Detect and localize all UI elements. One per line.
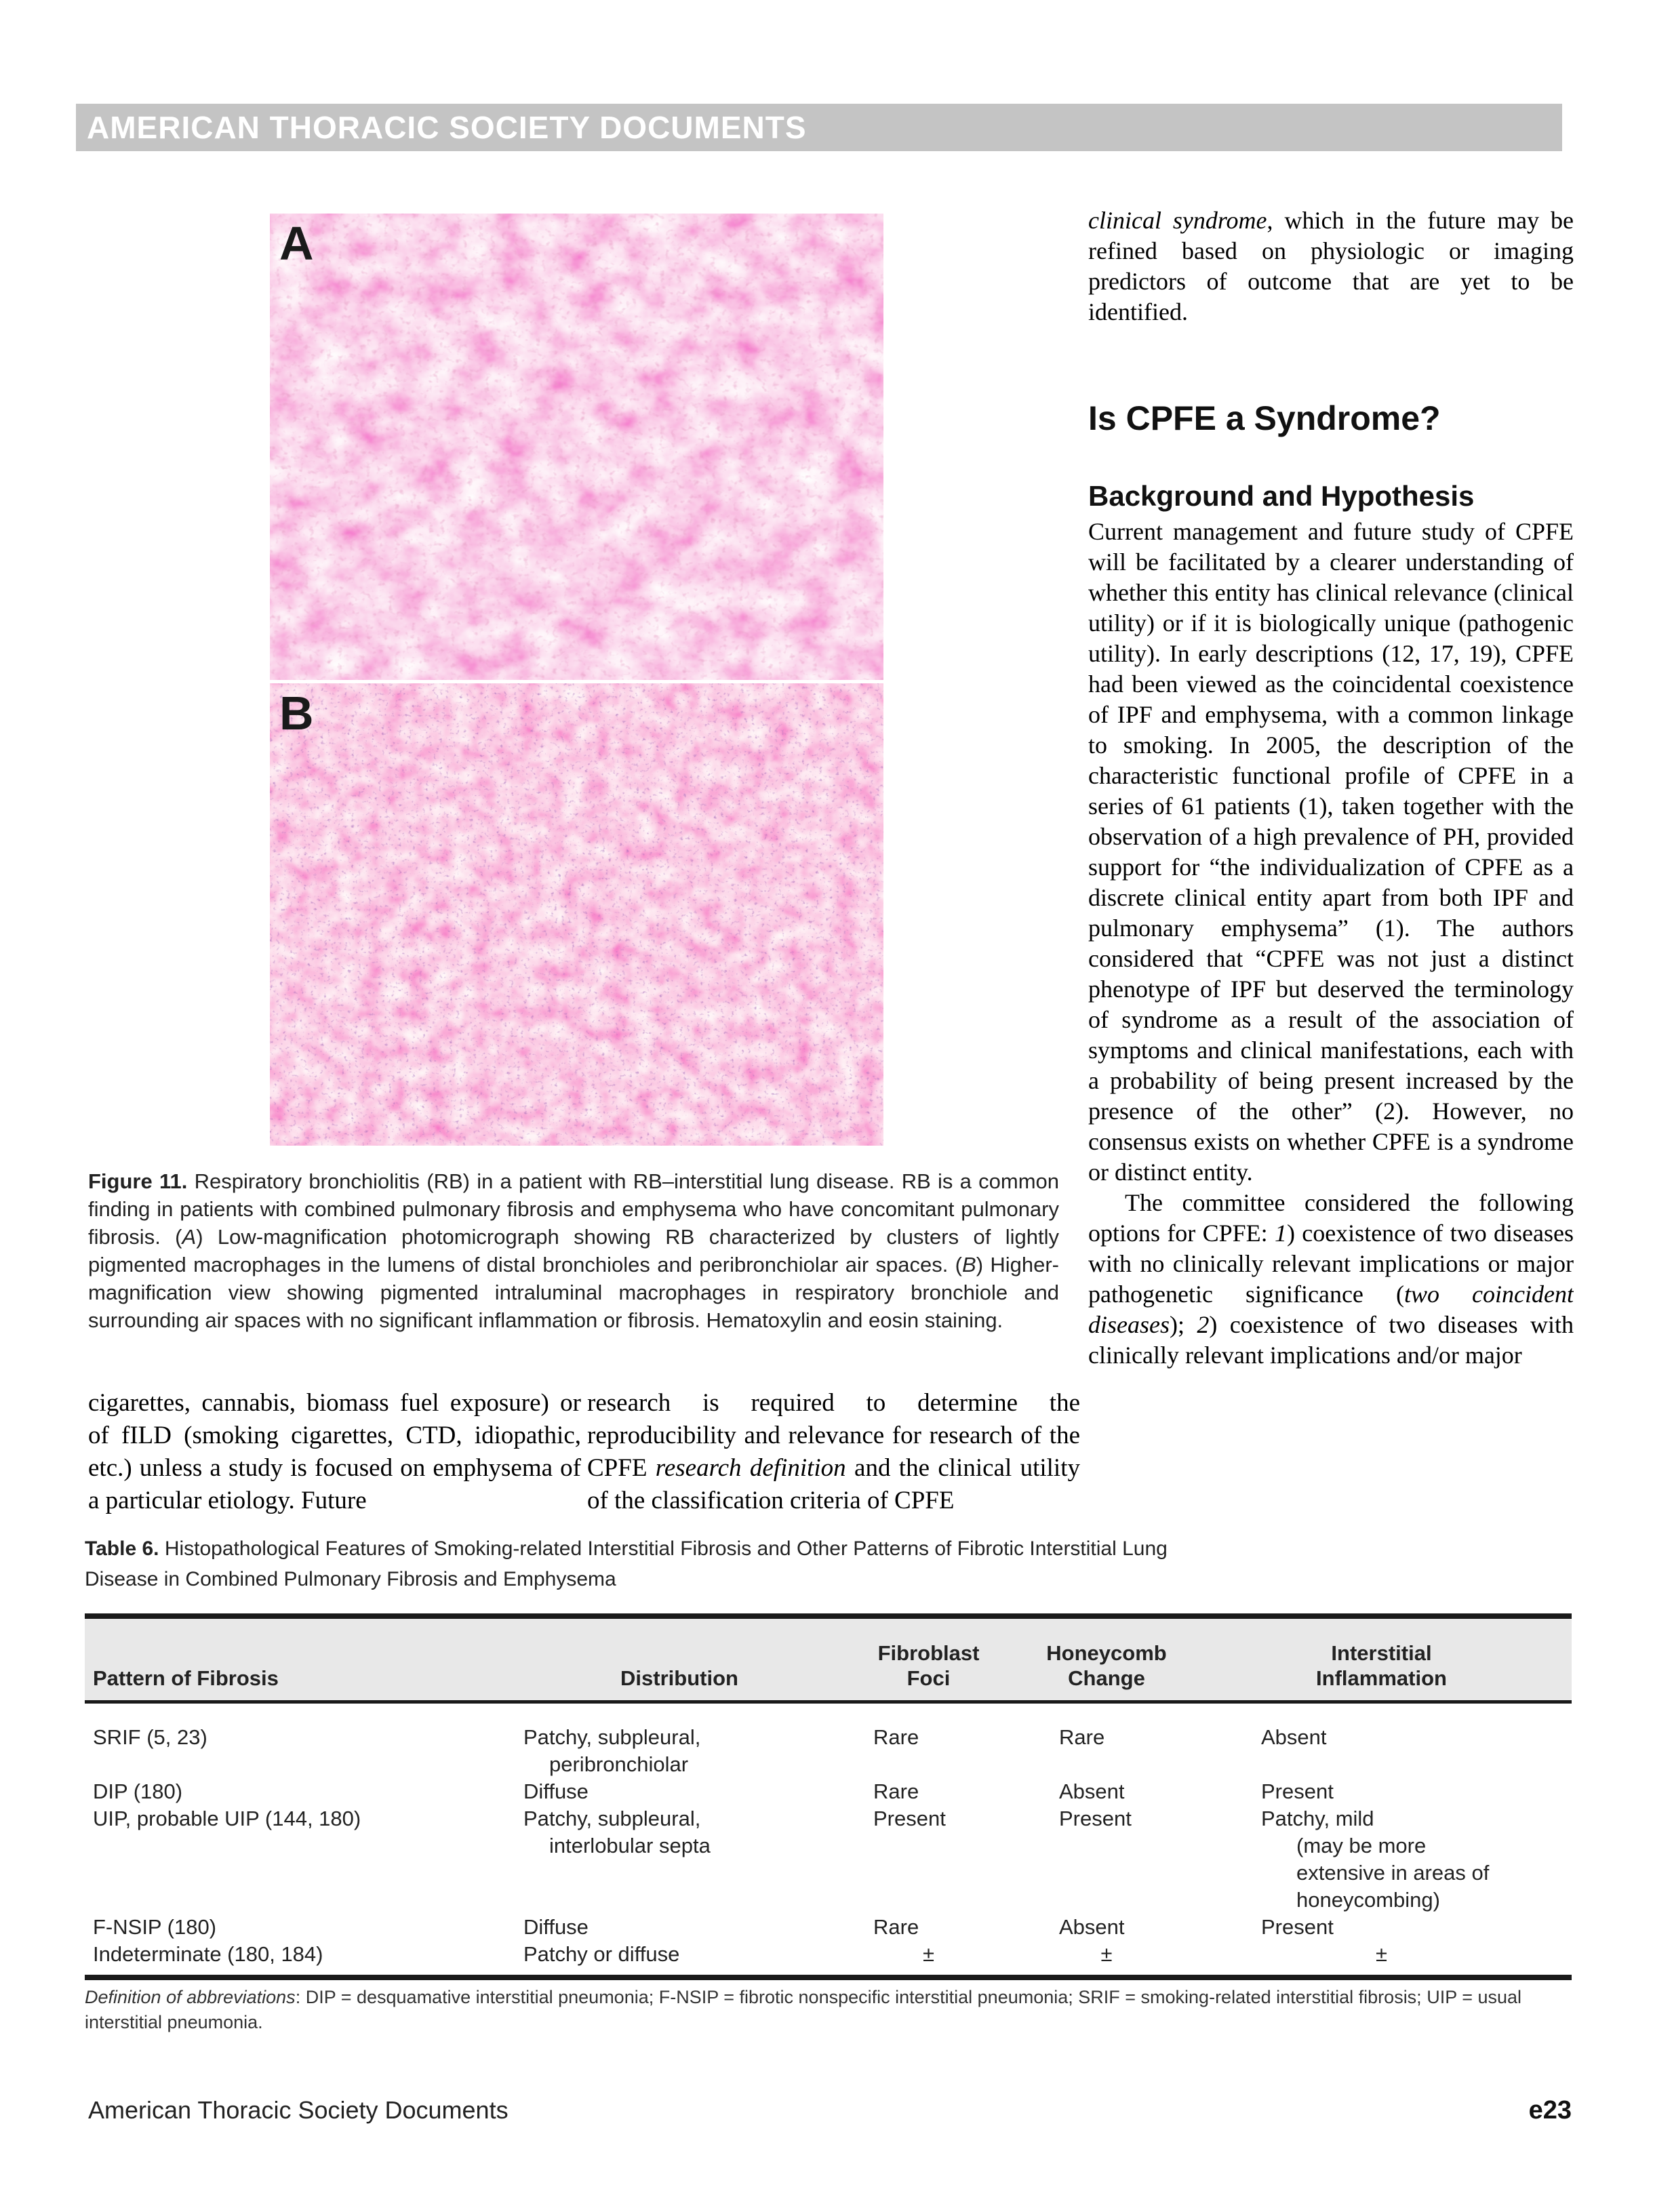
table-top-rule — [85, 1613, 1572, 1619]
table-bottom-rule — [85, 1975, 1572, 1980]
cell-distribution: Diffuse — [523, 1779, 589, 1803]
histology-image-b — [270, 683, 883, 1146]
column-header-distribution: Distribution — [620, 1666, 738, 1690]
cell-honeycomb-change: Rare — [1059, 1725, 1105, 1749]
page-footer — [88, 2096, 1572, 2125]
panel-b-label: B — [279, 687, 314, 740]
footer-journal-name: American Thoracic Society Documents — [88, 2096, 509, 2124]
section-heading: Is CPFE a Syndrome? — [1088, 399, 1441, 437]
cell-fibroblast-foci: Rare — [873, 1725, 919, 1749]
table-6 — [85, 1613, 1572, 1980]
cell-fibroblast-foci: Rare — [873, 1915, 919, 1939]
histology-image-a — [270, 214, 883, 680]
table-header-row — [85, 1619, 1572, 1700]
table-footnote: Definition of abbreviations: DIP = desquamative interstitial pneumonia; F-NSIP = fibrotic nonspecific interstitial pneumonia; SRIF = smoking-related interstitial fibrosis; UIP = usual interstitial pneumonia. — [85, 1987, 1522, 2032]
cell-pattern: UIP, probable UIP (144, 180) — [93, 1807, 361, 1830]
cell-distribution: Patchy, subpleural, peribronchiolar — [523, 1725, 701, 1776]
cell-fibroblast-foci: Present — [873, 1807, 946, 1830]
cell-interstitial-inflammation: Present — [1261, 1779, 1334, 1803]
figure-caption: Figure 11. Respiratory bronchiolitis (RB) in a patient with RB–interstitial lung disease. RB is a common finding in patients with combined pulmonary fibrosis and emphysema who have concomitant pulmonary fibrosis. (A) Low-magnification photomicrograph showing RB characterized by clusters of lightly pigmented macrophages in the lumens of distal bronchioles and peribronchiolar air spaces. (B) Higher-magnification view showing pigmented intraluminal macrophages in respiratory bronchiole and surrounding air spaces with no significant inflammation or fibrosis. Hematoxylin and eosin staining. — [88, 1169, 1059, 1332]
cell-interstitial-inflammation: Present — [1261, 1915, 1334, 1939]
cell-honeycomb-change: Absent — [1059, 1779, 1125, 1803]
table-row-uip — [85, 1805, 1572, 1914]
cell-honeycomb-change: Present — [1059, 1807, 1132, 1830]
cell-interstitial-inflammation: ± — [1375, 1942, 1387, 1966]
cell-interstitial-inflammation: Patchy, mild (may be more extensive in areas of honeycombing) — [1261, 1807, 1490, 1912]
table-title: Table 6. Histopathological Features of Smoking-related Interstitial Fibrosis and Other Patterns of Fibrotic Interstitial Lung Disease in Combined Pulmonary Fibrosis and Emphysema — [85, 1537, 1168, 1590]
cell-honeycomb-change: ± — [1100, 1942, 1113, 1966]
cell-honeycomb-change: Absent — [1059, 1915, 1125, 1939]
column-header-honeycomb-change: Honeycomb Change — [1046, 1641, 1167, 1690]
column-header-fibroblast-foci: Fibroblast Foci — [877, 1641, 980, 1690]
column-header-interstitial-inflammation: Interstitial Inflammation — [1316, 1641, 1447, 1690]
panel-a-label: A — [279, 217, 314, 270]
cell-pattern: Indeterminate (180, 184) — [93, 1942, 323, 1966]
background-paragraph: Current management and future study of CPFE will be facilitated by a clearer understanding of whether this entity has clinical relevance (clinical utility) or if it is biologically unique (pathogenic utility). In early descriptions (12, 17, 19), CPFE had been viewed as the coincidental coexistence of IPF and emphysema, with a common linkage to smoking. In 2005, the description of the characteristic functional profile of CPFE in a series of 61 patients (1), taken together with the observation of a high prevalence of PH, provided support for “the individualization of CPFE as a discrete clinical entity apart from both IPF and pulmonary emphysema” (1). The authors considered that “CPFE was not just a distinct phenotype of IPF but deserved the terminology of syndrome as a result of the association of symptoms and clinical manifestations, each with a probability of being present increased by the presence of the other” (2). However, no consensus exists on whether CPFE is a syndrome or distinct entity. — [1088, 518, 1574, 1186]
cell-interstitial-inflammation: Absent — [1261, 1725, 1327, 1749]
footer-page-number: e23 — [1528, 2096, 1572, 2125]
subsection-heading: Background and Hypothesis — [1088, 480, 1475, 512]
cell-pattern: SRIF (5, 23) — [93, 1725, 207, 1749]
figure-panel-b — [270, 683, 883, 1146]
ats-documents-banner — [76, 104, 1562, 151]
cell-fibroblast-foci: ± — [922, 1942, 934, 1966]
cell-pattern: F-NSIP (180) — [93, 1915, 217, 1939]
committee-paragraph: The committee considered the following options for CPFE: 1) coexistence of two diseases with no clinically relevant implications or major pathogenetic significance (two coincident diseases); 2) coexistence of two diseases with clinically relevant implications and/or major — [1088, 1189, 1574, 1369]
left-column-paragraph: cigarettes, cannabis, biomass fuel exposure) or of fILD (smoking cigarettes, CTD, idiopathic, etc.) unless a study is focused on emphysema of a particular etiology. Future — [88, 1389, 581, 1514]
cell-distribution: Patchy, subpleural, interlobular septa — [523, 1807, 711, 1857]
cell-distribution: Patchy or diffuse — [523, 1942, 680, 1966]
cell-fibroblast-foci: Rare — [873, 1779, 919, 1803]
right-column-body — [1088, 517, 1574, 1525]
right-column-intro-paragraph: clinical syndrome, which in the future may be refined based on physiologic or imaging predictors of outcome that are yet to be identified. — [1088, 207, 1574, 325]
table-row-fnsip — [85, 1914, 1572, 1941]
banner-title: AMERICAN THORACIC SOCIETY DOCUMENTS — [87, 110, 807, 145]
middle-column-paragraph: research is required to determine the reproducibility and relevance for research of the CPFE research definition and the clinical utility of the classification criteria of CPFE — [587, 1389, 1080, 1514]
cell-pattern: DIP (180) — [93, 1779, 183, 1803]
table-row-srif — [85, 1724, 1572, 1778]
figure-panel-a — [270, 214, 883, 680]
table-row-dip — [85, 1778, 1572, 1805]
table-body — [85, 1704, 1572, 1975]
table-row-indeterminate — [85, 1941, 1572, 1968]
column-header-pattern-of-fibrosis: Pattern of Fibrosis — [93, 1666, 279, 1690]
cell-distribution: Diffuse — [523, 1915, 589, 1939]
